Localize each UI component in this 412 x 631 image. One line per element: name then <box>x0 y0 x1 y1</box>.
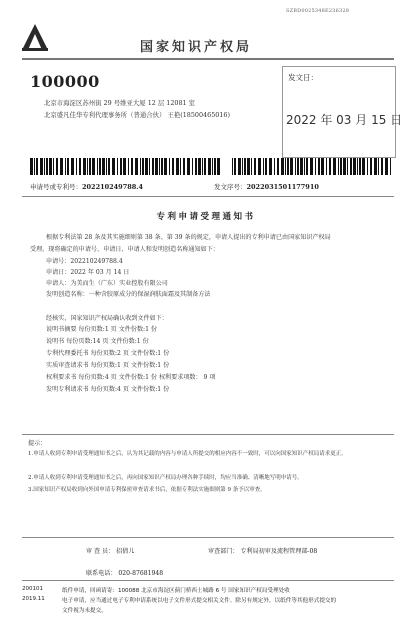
barcode-bar <box>192 158 193 175</box>
office-title: 国家知识产权局 <box>140 40 253 55</box>
notes-heading: 提示： <box>28 440 47 447</box>
note-item: 3.国家知识产权局收到向外国申请专利保密审查请求书后，依据专利法实施细则第 9 条予以审查。 <box>28 487 266 493</box>
barcode-bar <box>353 158 356 175</box>
barcode-bar <box>244 158 246 175</box>
barcode-bar <box>295 158 296 175</box>
barcode-bar <box>92 158 95 175</box>
footer-line: 电子申请，应当通过电子专利申请系统以电子文件形式提交相关文件。除另有规定外，以纸件等其他形式提交的 <box>62 598 337 604</box>
barcode-bar <box>370 158 372 175</box>
barcode-bar <box>326 158 327 175</box>
barcode-bar <box>161 158 163 175</box>
barcode-bar <box>300 158 303 175</box>
detail-applicant: 申请人：为美而生（广东）实业控股有限公司 <box>46 280 168 287</box>
send-date-value: 2022 年 03 月 15 日 <box>286 113 403 127</box>
file-item: 说明书摘要 每份页数:1 页 文件份数:1 份 <box>46 326 158 333</box>
barcode-bar <box>251 158 252 175</box>
barcode-bar <box>277 158 279 175</box>
barcode-bar <box>49 158 52 175</box>
barcode-bar <box>117 158 118 175</box>
barcode-bar <box>287 158 289 175</box>
barcode-bar <box>108 158 110 175</box>
barcode-bar <box>204 158 206 175</box>
notice-title: 专利申请受理通知书 <box>156 212 256 222</box>
barcode-bar <box>238 158 241 175</box>
barcode-bar <box>102 158 105 175</box>
barcode-bar <box>315 158 316 175</box>
barcode-bar <box>46 158 48 175</box>
note-item: 1.申请人收到专利申请受理通知书之后，认为其记载的内容与申请人所提交的相应内容不一致时，可以向国家知识产权局请求更正。 <box>28 451 347 457</box>
barcode-bar <box>329 158 331 175</box>
barcode-bar <box>217 158 220 175</box>
barcode-bar <box>234 158 236 175</box>
barcode-bar <box>374 158 377 175</box>
barcode-bar <box>60 158 63 175</box>
barcode-bar <box>53 158 54 175</box>
barcode-bar <box>304 158 305 175</box>
file-item: 发明专利请求书 每份页数:4 页 文件份数:1 份 <box>46 386 170 393</box>
barcode-bar <box>44 158 45 175</box>
barcode-bar <box>340 158 342 175</box>
barcode-bar <box>83 158 86 175</box>
barcode-bar <box>350 158 352 175</box>
application-number: 申请号或专利号：202210249788.4 <box>30 183 144 191</box>
barcode-bar <box>79 158 81 175</box>
detail-invention-title: 发明创造名称：一种含胶原成分的保湿润肤面霜及其制备方法 <box>46 291 211 298</box>
received-files-intro: 经核实，国家知识产权局确认收到文件如下： <box>46 315 168 322</box>
barcode-bar <box>338 158 339 175</box>
examiner: 审 查 员： 招倩儿 <box>86 548 135 555</box>
body-paragraph-2: 受理。现将确定的申请号、申请日、申请人和发明创造名称通知如下： <box>30 246 219 253</box>
barcode-right <box>232 158 394 175</box>
send-serial-number: 发文序号：2022031501177910 <box>214 183 319 191</box>
barcode-bar <box>242 158 243 175</box>
barcode-bar <box>258 158 261 175</box>
barcode-bar <box>56 158 58 175</box>
postcode: 100000 <box>30 72 100 91</box>
barcode-bar <box>142 158 144 175</box>
document-code: SZBD0025348E236328 <box>286 8 350 14</box>
barcode-bar <box>269 158 272 175</box>
barcode-bar <box>343 158 346 175</box>
barcode-bar <box>89 158 91 175</box>
barcode-bar <box>149 158 150 175</box>
barcode-bar <box>159 158 160 175</box>
barcode-bar <box>198 158 201 175</box>
form-code: 200101 <box>22 586 43 592</box>
barcode-bar <box>65 158 66 175</box>
barcode-bar <box>285 158 286 175</box>
contact-phone: 联系电话： 020-87681948 <box>86 570 164 577</box>
barcode-bar <box>30 158 33 175</box>
barcode-bar <box>306 158 308 175</box>
barcode-bar <box>128 158 129 175</box>
footer-divider <box>22 580 394 581</box>
file-item: 权利要求书 每份页数:4 页 文件份数:1 份 权利要求项数： 9 项 <box>46 374 216 381</box>
barcode-bar <box>195 158 197 175</box>
barcode-bar <box>214 158 216 175</box>
barcode-bar <box>164 158 167 175</box>
barcode-bar <box>36 158 38 175</box>
address-line-1: 北京市海淀区苏州街 29 号维亚大厦 12 层 12081 室 <box>44 99 196 107</box>
barcode-bar <box>333 158 336 175</box>
barcode-bar <box>176 158 179 175</box>
barcode-bar <box>274 158 275 175</box>
header-divider <box>22 58 394 60</box>
barcode-bar <box>123 158 126 175</box>
barcode-bar <box>321 158 324 175</box>
barcode-bar <box>140 158 141 175</box>
barcode-bar <box>263 158 264 175</box>
body-paragraph-1: 根据专利法第 28 条及其实施细则第 38 条、第 39 条的规定，申请人提出的专利申请已由国家知识产权局 <box>46 234 331 241</box>
form-version: 2019.11 <box>22 596 45 602</box>
barcode-bar <box>385 158 388 175</box>
barcode-bar <box>357 158 358 175</box>
barcode-bar <box>152 158 154 175</box>
barcode-bar <box>71 158 74 175</box>
barcode-bar <box>281 158 284 175</box>
barcode-bar <box>212 158 213 175</box>
file-item: 说明书 每份页数:14 页 文件份数:1 份 <box>46 338 149 345</box>
barcode-bar <box>359 158 361 175</box>
barcode-bar <box>183 158 185 175</box>
examination-department: 审查部门： 专利局初审及流程管理部-08 <box>208 548 318 555</box>
barcode-bar <box>87 158 88 175</box>
barcode-bar <box>112 158 115 175</box>
barcode-bar <box>347 158 348 175</box>
detail-application-number: 申请号：202210249788.4 <box>46 258 123 265</box>
barcode-bar <box>378 158 379 175</box>
cnipa-logo-icon <box>18 20 52 54</box>
barcode-bar <box>172 158 174 175</box>
barcode-bar <box>290 158 293 175</box>
barcode-bar <box>106 158 107 175</box>
barcode-bar <box>208 158 211 175</box>
barcode-bar <box>76 158 77 175</box>
barcode-bar <box>34 158 35 175</box>
footer-line: 纸件申请，回函请寄：100088 北京市海淀区蓟门桥西土城路 6 号 国家知识产权局受理处收 <box>62 588 290 594</box>
barcode-bar <box>155 158 158 175</box>
barcode-bar <box>97 158 98 175</box>
detail-application-date: 申请日：2022 年 03 月 14 日 <box>46 269 130 276</box>
footer-line: 文件视为未提交。 <box>62 608 107 614</box>
barcode-bar <box>40 158 43 175</box>
barcode-left <box>30 158 222 175</box>
file-item: 专利代理委托书 每份页数:2 页 文件份数:1 份 <box>46 350 170 357</box>
barcode-bar <box>318 158 320 175</box>
barcode-bar <box>120 158 122 175</box>
barcode-bar <box>247 158 250 175</box>
note-item: 2.申请人收到专利申请受理通知书之后，再向国家知识产权局办理各种手续时，均应当准确、清晰地写明申请号。 <box>28 475 303 481</box>
barcode-bar <box>390 158 391 175</box>
barcode-bar <box>67 158 69 175</box>
barcode-bar <box>187 158 190 175</box>
barcode-bar <box>381 158 383 175</box>
address-line-2: 北京盛凡佳华专利代理事务所（普通合伙） 王艳(18500465016) <box>44 111 230 119</box>
barcode-bar <box>362 158 365 175</box>
barcode-bar <box>202 158 203 175</box>
barcode-bar <box>131 158 133 175</box>
barcode-bar <box>145 158 148 175</box>
barcode-bar <box>99 158 101 175</box>
barcode-bar <box>180 158 181 175</box>
send-date-label: 发文日： <box>288 73 318 82</box>
file-item: 实质审查请求书 每份页数:1 页 文件份数:1 份 <box>46 362 170 369</box>
barcode-bar <box>367 158 368 175</box>
barcode-bar <box>265 158 267 175</box>
barcode-bar <box>310 158 313 175</box>
barcode-bar <box>297 158 299 175</box>
barcode-bar <box>232 158 233 175</box>
barcode-bar <box>169 158 170 175</box>
barcode-bar <box>135 158 138 175</box>
barcode-bar <box>254 158 256 175</box>
section-divider <box>22 196 394 197</box>
